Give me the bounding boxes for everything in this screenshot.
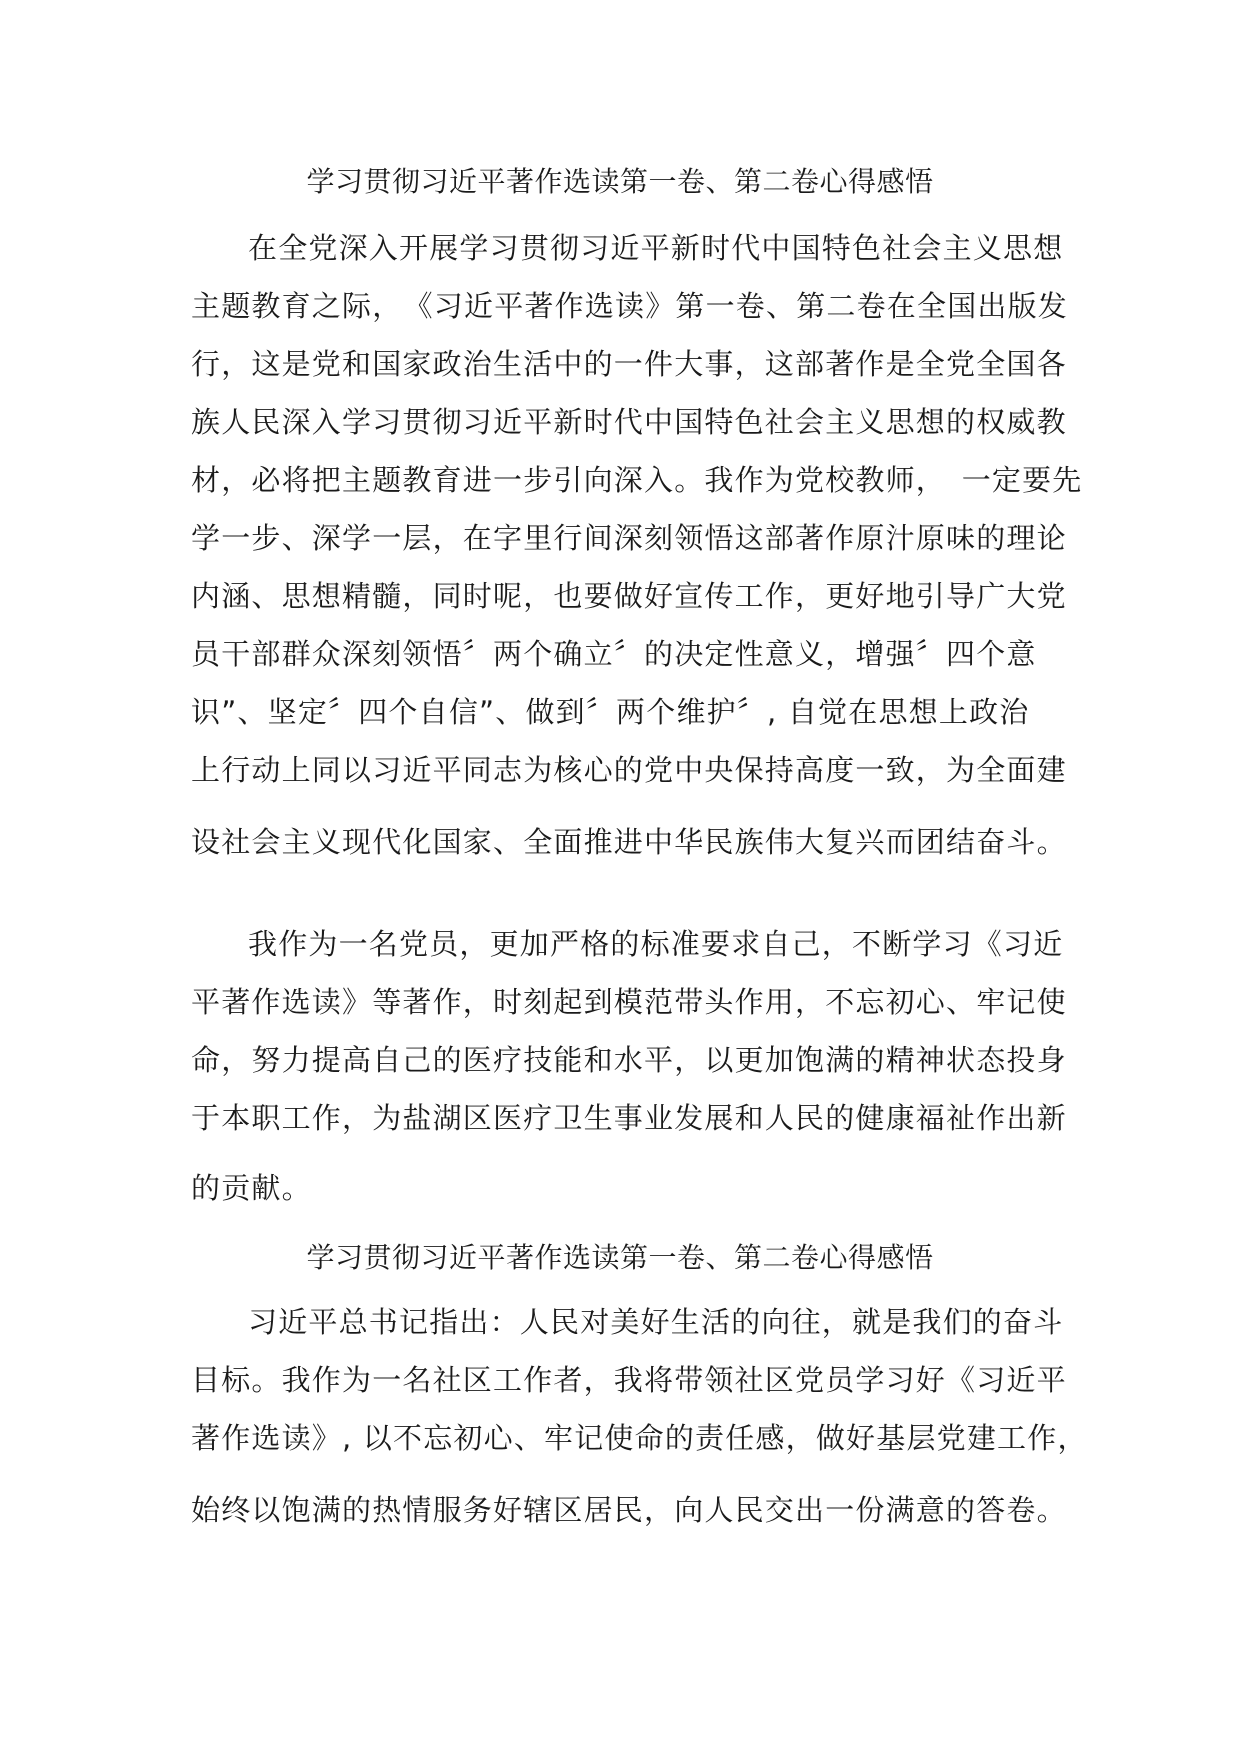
document-title: 学习贯彻习近平著作选读第一卷、第二卷心得感悟 — [306, 1241, 934, 1274]
paragraph-1-line: 设社会主义现代化国家、全面推进中华民族伟大复兴而团结奋斗。 — [191, 825, 1067, 859]
paragraph-1-line: 材，必将把主题教育进一步引向深入。我作为党校教师， 一定要先 — [191, 463, 1083, 497]
paragraph-2-line: 命，努力提高自己的医疗技能和水平，以更加饱满的精神状态投身 — [191, 1043, 1067, 1077]
paragraph-3-line: 目标。我作为一名社区工作者，我将带领社区党员学习好《习近平 — [191, 1363, 1067, 1397]
paragraph-1-line: 族人民深入学习贯彻习近平新时代中国特色社会主义思想的权威教 — [191, 405, 1067, 439]
paragraph-2-line: 的贡献。 — [191, 1171, 312, 1205]
paragraph-3-line: 始终以饱满的热情服务好辖区居民，向人民交出一份满意的答卷。 — [191, 1493, 1067, 1527]
paragraph-3-line: 著作选读》, 以不忘初心、牢记使命的责任感，做好基层党建工作， — [191, 1421, 1088, 1455]
paragraph-1-line: 内涵、思想精髓，同时呢，也要做好宣传工作，更好地引导广大党 — [191, 579, 1067, 613]
paragraph-1-line: 行，这是党和国家政治生活中的一件大事，这部著作是全党全国各 — [191, 347, 1067, 381]
paragraph-1-line: 员干部群众深刻领悟〞两个确立〞的决定性意义，增强〞四个意 — [191, 637, 1037, 671]
paragraph-1-line: 主题教育之际， 《习近平著作选读》第一卷、第二卷在全国出版发 — [191, 289, 1069, 323]
paragraph-1-line: 学一步、深学一层，在字里行间深刻领悟这部著作原汁原味的理论 — [191, 521, 1067, 555]
paragraph-2-line: 我作为一名党员，更加严格的标准要求自己，不断学习《习近 — [248, 927, 1064, 961]
paragraph-2-line: 平著作选读》等著作，时刻起到模范带头作用，不忘初心、牢记使 — [191, 985, 1067, 1019]
paragraph-1-line: 识”、坚定〞四个自信”、做到〞两个维护〞, 自觉在思想上政治 — [191, 695, 1030, 729]
document-title: 学习贯彻习近平著作选读第一卷、第二卷心得感悟 — [306, 165, 934, 198]
paragraph-1-line: 在全党深入开展学习贯彻习近平新时代中国特色社会主义思想 — [248, 231, 1064, 265]
paragraph-2-line: 于本职工作，为盐湖区医疗卫生事业发展和人民的健康福祉作出新 — [191, 1101, 1067, 1135]
paragraph-1-line: 上行动上同以习近平同志为核心的党中央保持高度一致，为全面建 — [191, 753, 1067, 787]
paragraph-3-line: 习近平总书记指出：人民对美好生活的向往，就是我们的奋斗 — [248, 1305, 1064, 1339]
